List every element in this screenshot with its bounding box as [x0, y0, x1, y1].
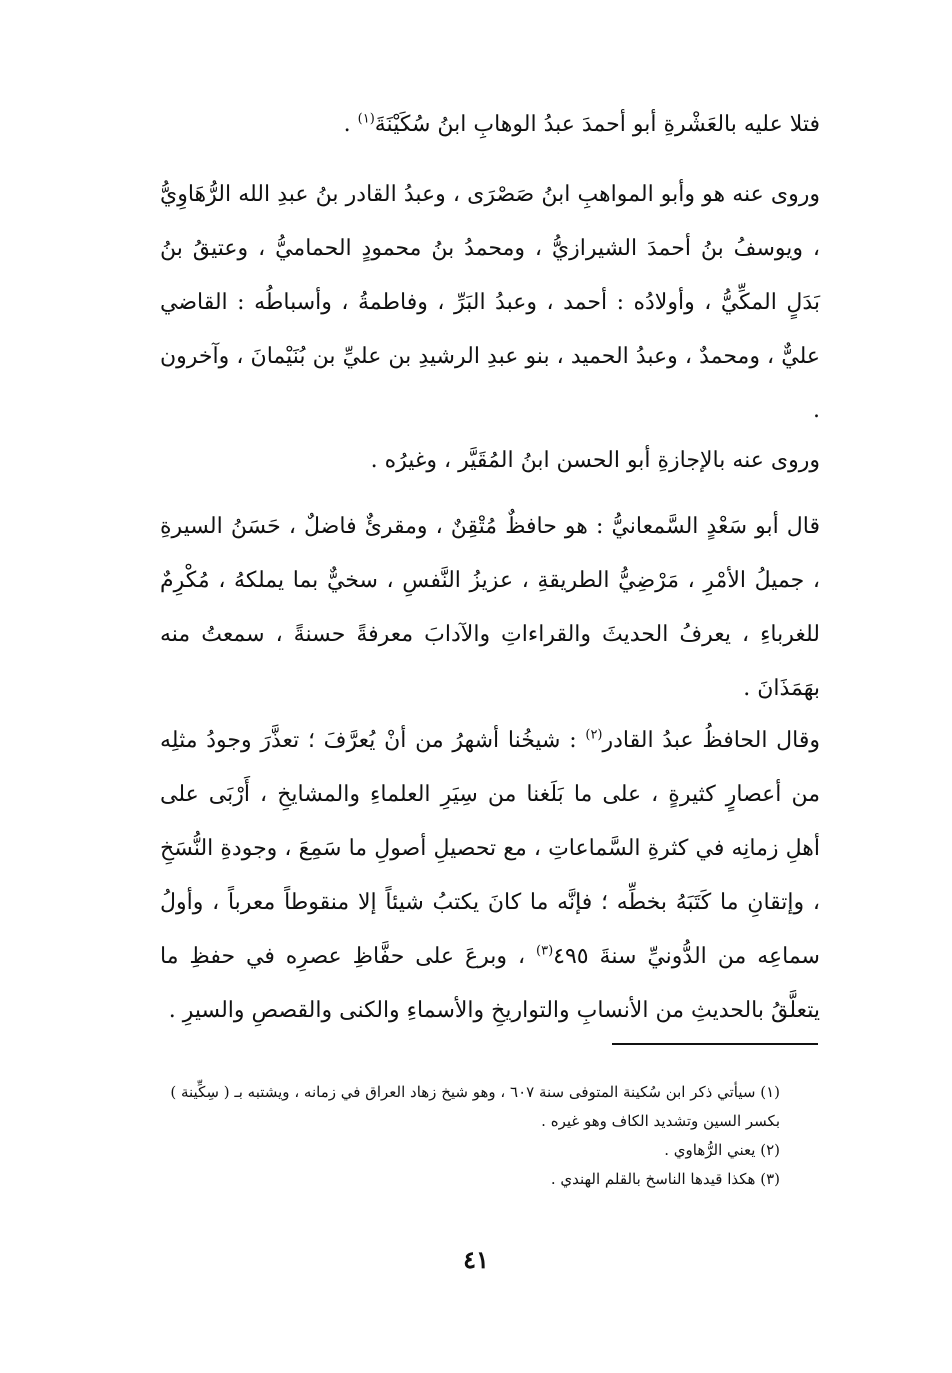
paragraph-abdulqadir-quote	[160, 714, 868, 1038]
footnote-3: (٣) هكذا قيدها الناسخ بالقلم الهندي .	[550, 1170, 780, 1188]
paragraph-recitation-end: .	[343, 112, 358, 137]
footnote-1: (١) سيأتي ذكر ابن سُكينة المتوفى سنة ٦٠٧ ، وهو شيخ زهاد العراق في زمانه ، ويشتبه بـ ( سِكِّينة ) بكسر السين وتشديد الكاف وهو غيره .	[170, 1083, 780, 1130]
page-number: ٤١	[463, 1245, 489, 1274]
footnote-ref-3: (٣)	[536, 943, 554, 959]
paragraph-ijaza: وروى عنه بالإجازةِ أبو الحسن ابنُ المُقَيَّر ، وغيرُه .	[370, 448, 820, 473]
footnote-divider	[612, 1043, 818, 1045]
paragraph-samani-quote: قال أبو سَعْدٍ السَّمعانيُّ : هو حافظٌ مُتْقِنٌ ، ومقرئٌ فاضلٌ ، حَسَنُ السيرةِ ، جميلُ الأمْرِ ، مَرْضِيُّ الطريقةِ ، عزيزُ النَّفسِ ، سخيٌّ بما يملكهُ ، مُكْرِمٌ للغرباءِ ، يعرفُ الحديثَ والقراءاتِ والآدابَ معرفةً حسنةً ، سمعتُ منه بهَمَذَانَ .	[160, 514, 820, 701]
paragraph-recitation-text: فتلا عليه بالعَشْرةِ أبو أحمدَ عبدُ الوهابِ ابنُ سُكَيْنَةَ	[374, 112, 820, 137]
footnotes	[160, 1078, 820, 1194]
footnote-ref-1: (١)	[357, 111, 375, 127]
paragraph-recitation	[160, 98, 868, 152]
footnote-ref-2: (٢)	[585, 727, 603, 743]
footnote-2: (٢) يعني الرُّهاوي .	[664, 1141, 780, 1159]
paragraph-narrators: وروى عنه هو وأبو المواهبِ ابنُ صَصْرَى ، وعبدُ القادر بنُ عبدِ الله الرُّهَاوِيُّ ، ويوسفُ بنُ أحمدَ الشيرازيُّ ، ومحمدُ بنُ محمودٍ الحماميُّ ، وعتيقُ بنُ بَدَلٍ المكِّيُّ ، وأولادُه : أحمد ، وعبدُ البَرِّ ، وفاطمةُ ، وأسباطُه : القاضي عليٌّ ، ومحمدٌ ، وعبدُ الحميد ، بنو عبدِ الرشيدِ بن عليِّ بن بُنَيْمانَ ، وآخرون .	[160, 182, 820, 423]
paragraph-abdulqadir-end: ، وبرعَ على حفَّاظِ عصرِه في حفظِ ما يتعلَّقُ بالحديثِ من الأنسابِ والتواريخِ والأسماءِ والكنى والقصصِ والسيرِ .	[160, 944, 820, 1023]
paragraph-abdulqadir-start: وقال الحافظُ عبدُ القادر	[602, 728, 820, 753]
paragraph-abdulqadir-middle: : شيخُنا أشهرُ من أنْ يُعرَّفَ ؛ تعذَّرَ وجودُ مثلِه من أعصارٍ كثيرةٍ ، على ما بَلَغنا من سِيَرِ العلماءِ والمشايخِ ، أَرْبَى على أهلِ زمانِه في كثرةِ السَّماعاتِ ، مع تحصيلِ أصولِ ما سَمِعَ ، وجودةِ النُّسَخِ ، وإتقانِ ما كَتَبَهُ بخطِّه ؛ فإنَّه ما كانَ يكتبُ شيئاً إلا منقوطاً معرباً ، وأولُ سماعِه من الدُّونيِّ سنةَ ٤٩٥	[160, 728, 820, 969]
